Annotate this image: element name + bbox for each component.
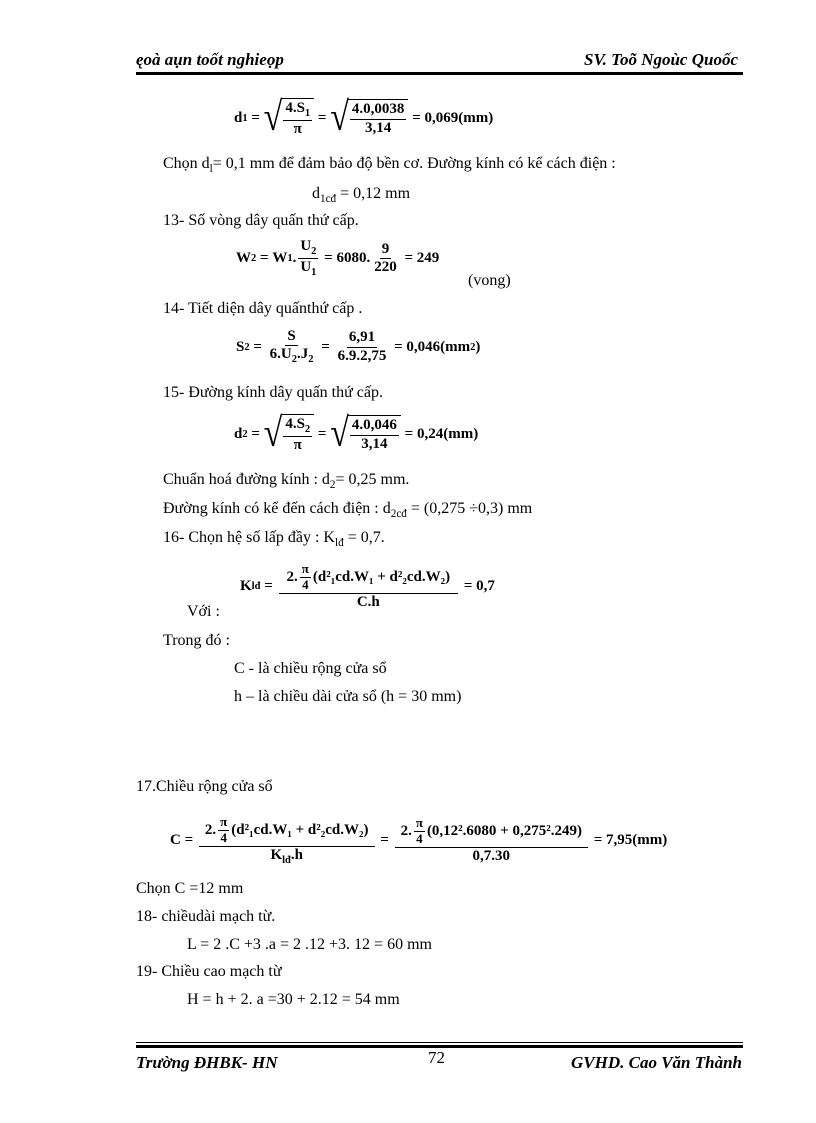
header-rule	[136, 72, 743, 75]
equation-h: H = h + 2. a =30 + 2.12 = 54 mm	[187, 991, 400, 1008]
paragraph-c-def: C - là chiều rộng cửa sổ	[234, 660, 387, 677]
section-14-title: 14- Tiết diện dây quấnthứ cấp .	[163, 300, 363, 317]
equation-w2: W 2 = W 1 . $\frac{U_2}{U_1}$ = 6080. $\frac{9}{220}$ = 249	[236, 238, 440, 279]
header-left: ęoà aụn toốt nghieọp	[136, 50, 284, 69]
section-18-title: 18- chiềudài mạch từ.	[136, 908, 276, 925]
footer-right: GVHD. Cao Văn Thành	[571, 1053, 742, 1072]
equation-d1: d 1 = √ $\frac{4.S_1}{\pi}$ = √ $\frac{4.0,0038}{3,14}$ = 0,069(mm)	[234, 95, 494, 140]
section-15-title: 15- Đường kính dây quấn thứ cấp.	[163, 384, 383, 401]
section-17-title: 17.Chiều rộng cửa sổ	[136, 778, 273, 795]
section-16-title: 16- Chọn hệ số lấp đầy : $K_{lđ} = 0,7$.	[163, 529, 385, 550]
unit-vong: (vong)	[468, 272, 511, 289]
paragraph-d2cd: Đường kính có kể đến cách điện : $d_{2cđ} = (0,275 \div 0,3)$ mm	[163, 500, 533, 521]
paragraph-choose-c: Chọn C =12 mm	[136, 880, 244, 897]
paragraph-h-def: h – là chiều dài cửa sổ (h = 30 mm)	[234, 688, 462, 705]
page-number: 72	[428, 1048, 445, 1067]
equation-l: L = 2 .C +3 .a = 2 .12 +3. 12 = 60 mm	[187, 936, 432, 953]
equation-d2: d 2 = √ $\frac{4.S_2}{\pi}$ = √ $\frac{4.0,046}{3,14}$ = 0,24(mm)	[234, 411, 479, 456]
equation-kld: K lđ = 2. $\frac{\pi}{4}$ (d²₁cd.W₁ + d²₂cd.W₂) C.h = 0,7	[240, 561, 495, 610]
paragraph-standard-d2: Chuẩn hoá đường kính : $d_2= 0,25$ mm.	[163, 471, 410, 492]
header-right: SV. Toõ Ngoùc Quoốc	[584, 50, 738, 69]
equation-s2: S 2 = $\frac{S}{6.U_2.J_2}$ = $\frac{6,91}{6.9.2,75}$ = 0,046(mm 2 )	[236, 328, 481, 366]
paragraph-d1cd: $d_{1cđ} = 0,12$ mm	[312, 185, 411, 206]
section-19-title: 19- Chiều cao mạch từ	[136, 963, 282, 980]
equation-c: C = 2. $\frac{\pi}{4}$ (d²₁cd.W₁ + d²₂cd.W₂) $K_{lđ}.h$ = 2. $\frac{\pi}{4}$ (0,12².6080 + 0,275².249) 0,7.30 = 7,95(mm)	[170, 814, 668, 866]
footer-rule-thin	[136, 1042, 743, 1043]
label-voi: Với :	[187, 603, 220, 620]
paragraph-trong-do: Trong đó :	[163, 632, 230, 649]
paragraph-choose-d1: Chọn $d_l= 0,1$ mm để đảm bảo độ bền cơ. Đường kính có kể cách điện :	[163, 155, 616, 176]
section-13-title: 13- Số vòng dây quấn thứ cấp.	[163, 212, 359, 229]
footer-left: Trường ĐHBK- HN	[136, 1053, 278, 1072]
